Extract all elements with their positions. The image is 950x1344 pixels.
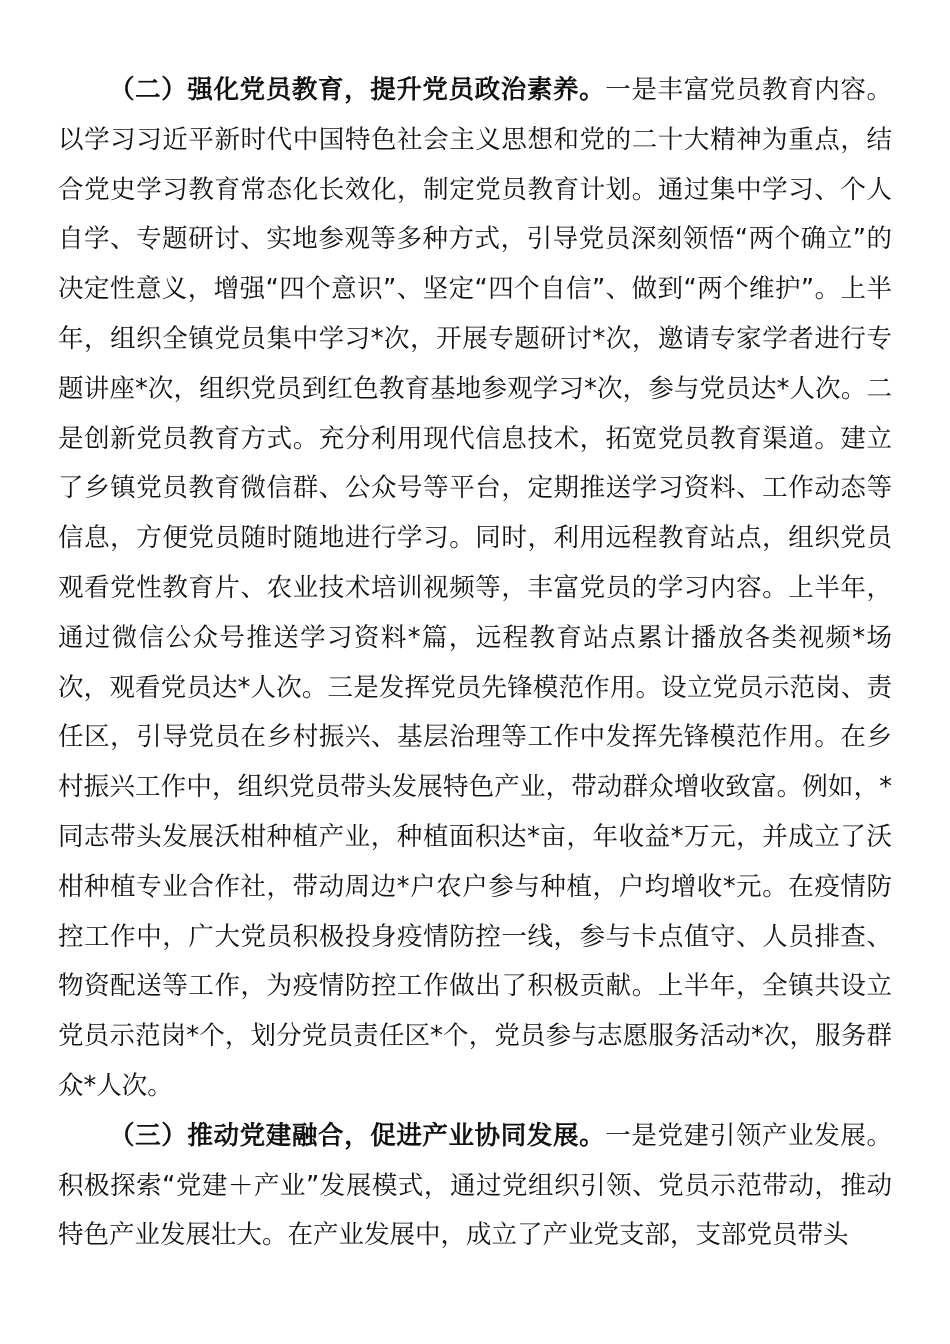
section-heading: （三）推动党建融合，促进产业协同发展。 — [109, 1120, 606, 1151]
document-page — [58, 66, 892, 1261]
section-party-building-integration — [58, 1112, 892, 1261]
section-party-member-education — [58, 66, 892, 1112]
section-heading: （二）强化党员教育，提升党员政治素养。 — [109, 75, 606, 105]
section-body: 一是丰富党员教育内容。以学习习近平新时代中国特色社会主义思想和党的二十大精神为重点，结合党史学习教育常态化长效化，制定党员教育计划。通过集中学习、个人自学、专题研讨、实地参观等多种方式，引导党员深刻领悟“两个确立”的决定性意义，增强“四个意识”、坚定“四个自信”、做到“两个维护”。上半年，组织全镇党员集中学习*次，开展专题研讨*次，邀请专家学者进行专题讲座*次，组织党员到红色教育基地参观学习*次，参与党员达*人次。二是创新党员教育方式。充分利用现代信息技术，拓宽党员教育渠道。建立了乡镇党员教育微信群、公众号等平台，定期推送学习资料、工作动态等信息，方便党员随时随地进行学习。同时，利用远程教育站点，组织党员观看党性教育片、农业技术培训视频等，丰富党员的学习内容。上半年，通过微信公众号推送学习资料*篇，远程教育站点累计播放各类视频*场次，观看党员达*人次。三是发挥党员先锋模范作用。设立党员示范岗、责任区，引导党员在乡村振兴、基层治理等工作中发挥先锋模范作用。在乡村振兴工作中，组织党员带头发展特色产业，带动群众增收致富。例如，*同志带头发展沃柑种植产业，种植面积达*亩，年收益*万元，并成立了沃柑种植专业合作社，带动周边*户农户参与种植，户均增收*元。在疫情防控工作中，广大党员积极投身疫情防控一线，参与卡点值守、人员排查、物资配送等工作，为疫情防控工作做出了积极贡献。上半年，全镇共设立党员示范岗*个，划分党员责任区*个，党员参与志愿服务活动*次，服务群众*人次。 — [58, 75, 892, 1101]
section-body: 一是党建引领产业发展。积极探索“党建＋产业”发展模式，通过党组织引领、党员示范带动，推动特色产业发展壮大。在产业发展中，成立了产业党支部，支部党员带头 — [58, 1120, 892, 1251]
